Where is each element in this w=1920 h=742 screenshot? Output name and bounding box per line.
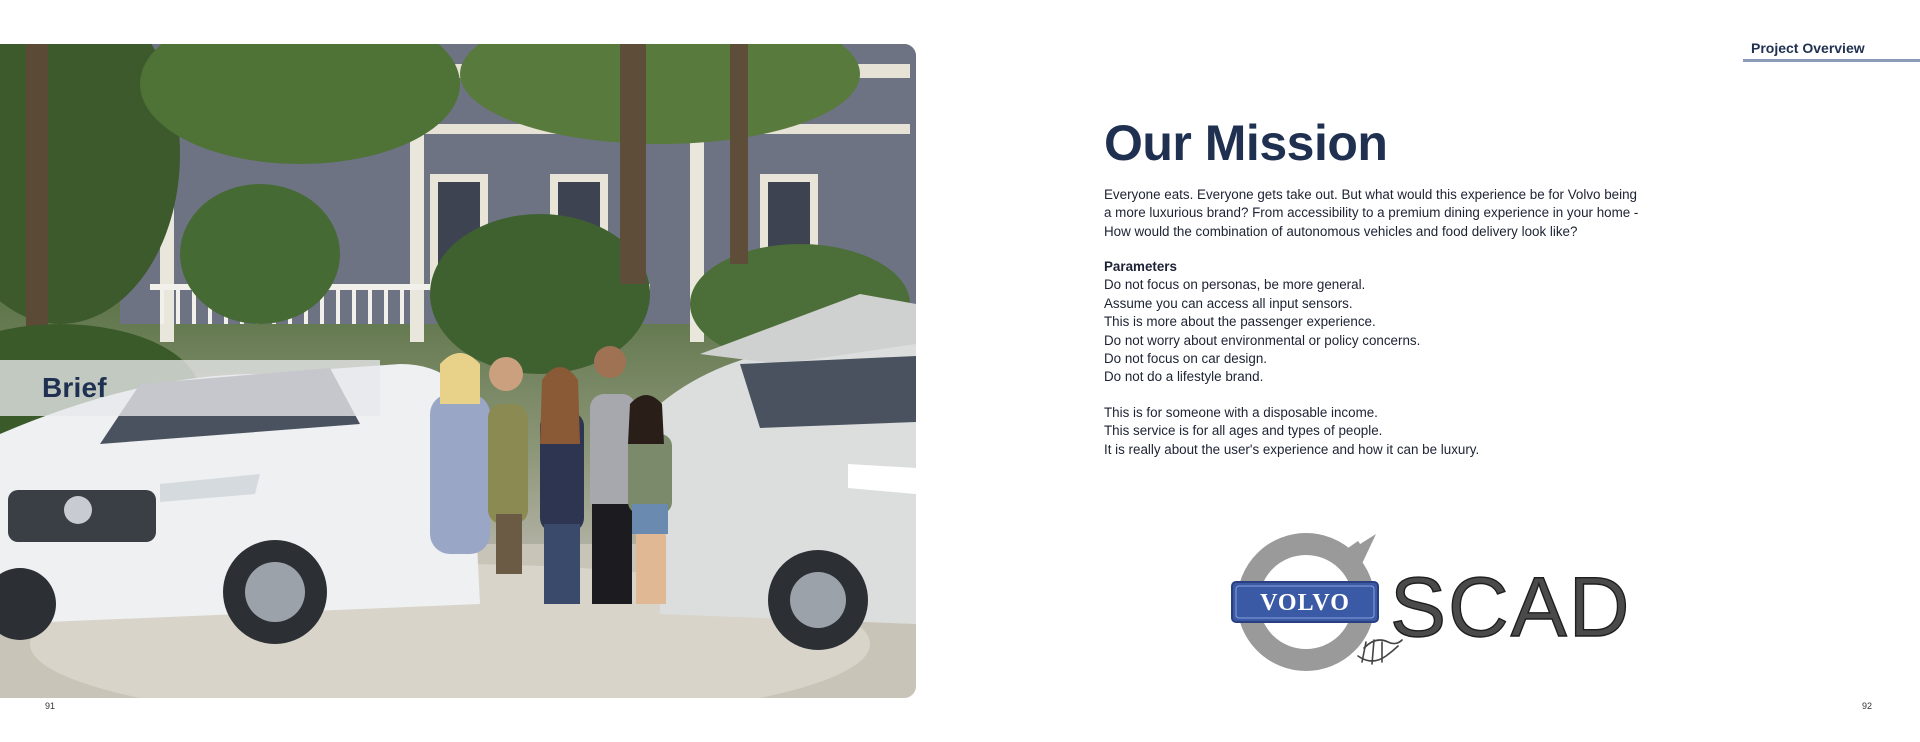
- brief-photo: [0, 44, 916, 698]
- parameter-item: This is more about the passenger experience.: [1104, 314, 1376, 330]
- intro-paragraph: [1104, 186, 1674, 241]
- parameter-item: Do not focus on car design.: [1104, 351, 1268, 367]
- parameter-item: Do not focus on personas, be more general.: [1104, 277, 1366, 293]
- intro-line: How would the combination of autonomous vehicles and food delivery look like?: [1104, 223, 1578, 239]
- parameters-list: [1104, 276, 1420, 386]
- volvo-scad-logo: [1226, 528, 1656, 674]
- parameter-item: Do not worry about environmental or policy concerns.: [1104, 332, 1421, 348]
- page-number-right: 92: [1862, 701, 1873, 711]
- closing-item: This service is for all ages and types of people.: [1104, 423, 1383, 439]
- section-tab: [1743, 40, 1920, 62]
- closing-item: It is really about the user's experience and how it can be luxury.: [1104, 441, 1480, 457]
- closing-item: This is for someone with a disposable income.: [1104, 405, 1378, 420]
- intro-line: Everyone eats. Everyone gets take out. But what would this experience be for Volvo being: [1104, 187, 1637, 202]
- intro-line: a more luxurious brand? From accessibility to a premium dining experience in your home -: [1104, 205, 1639, 221]
- scad-wordmark: SCAD: [1390, 560, 1632, 654]
- closing-list: [1104, 404, 1479, 459]
- parameter-item: Do not do a lifestyle brand.: [1104, 369, 1264, 385]
- brief-label: Brief: [42, 372, 107, 403]
- brief-banner: [0, 360, 380, 416]
- page-title: Our Mission: [1104, 115, 1388, 171]
- parameter-item: Assume you can access all input sensors.: [1104, 295, 1353, 311]
- volvo-badge-text: VOLVO: [1260, 590, 1350, 616]
- parameters-heading: Parameters: [1104, 259, 1177, 274]
- section-tab-label: Project Overview: [1751, 40, 1865, 56]
- page-number-left: 91: [45, 701, 56, 711]
